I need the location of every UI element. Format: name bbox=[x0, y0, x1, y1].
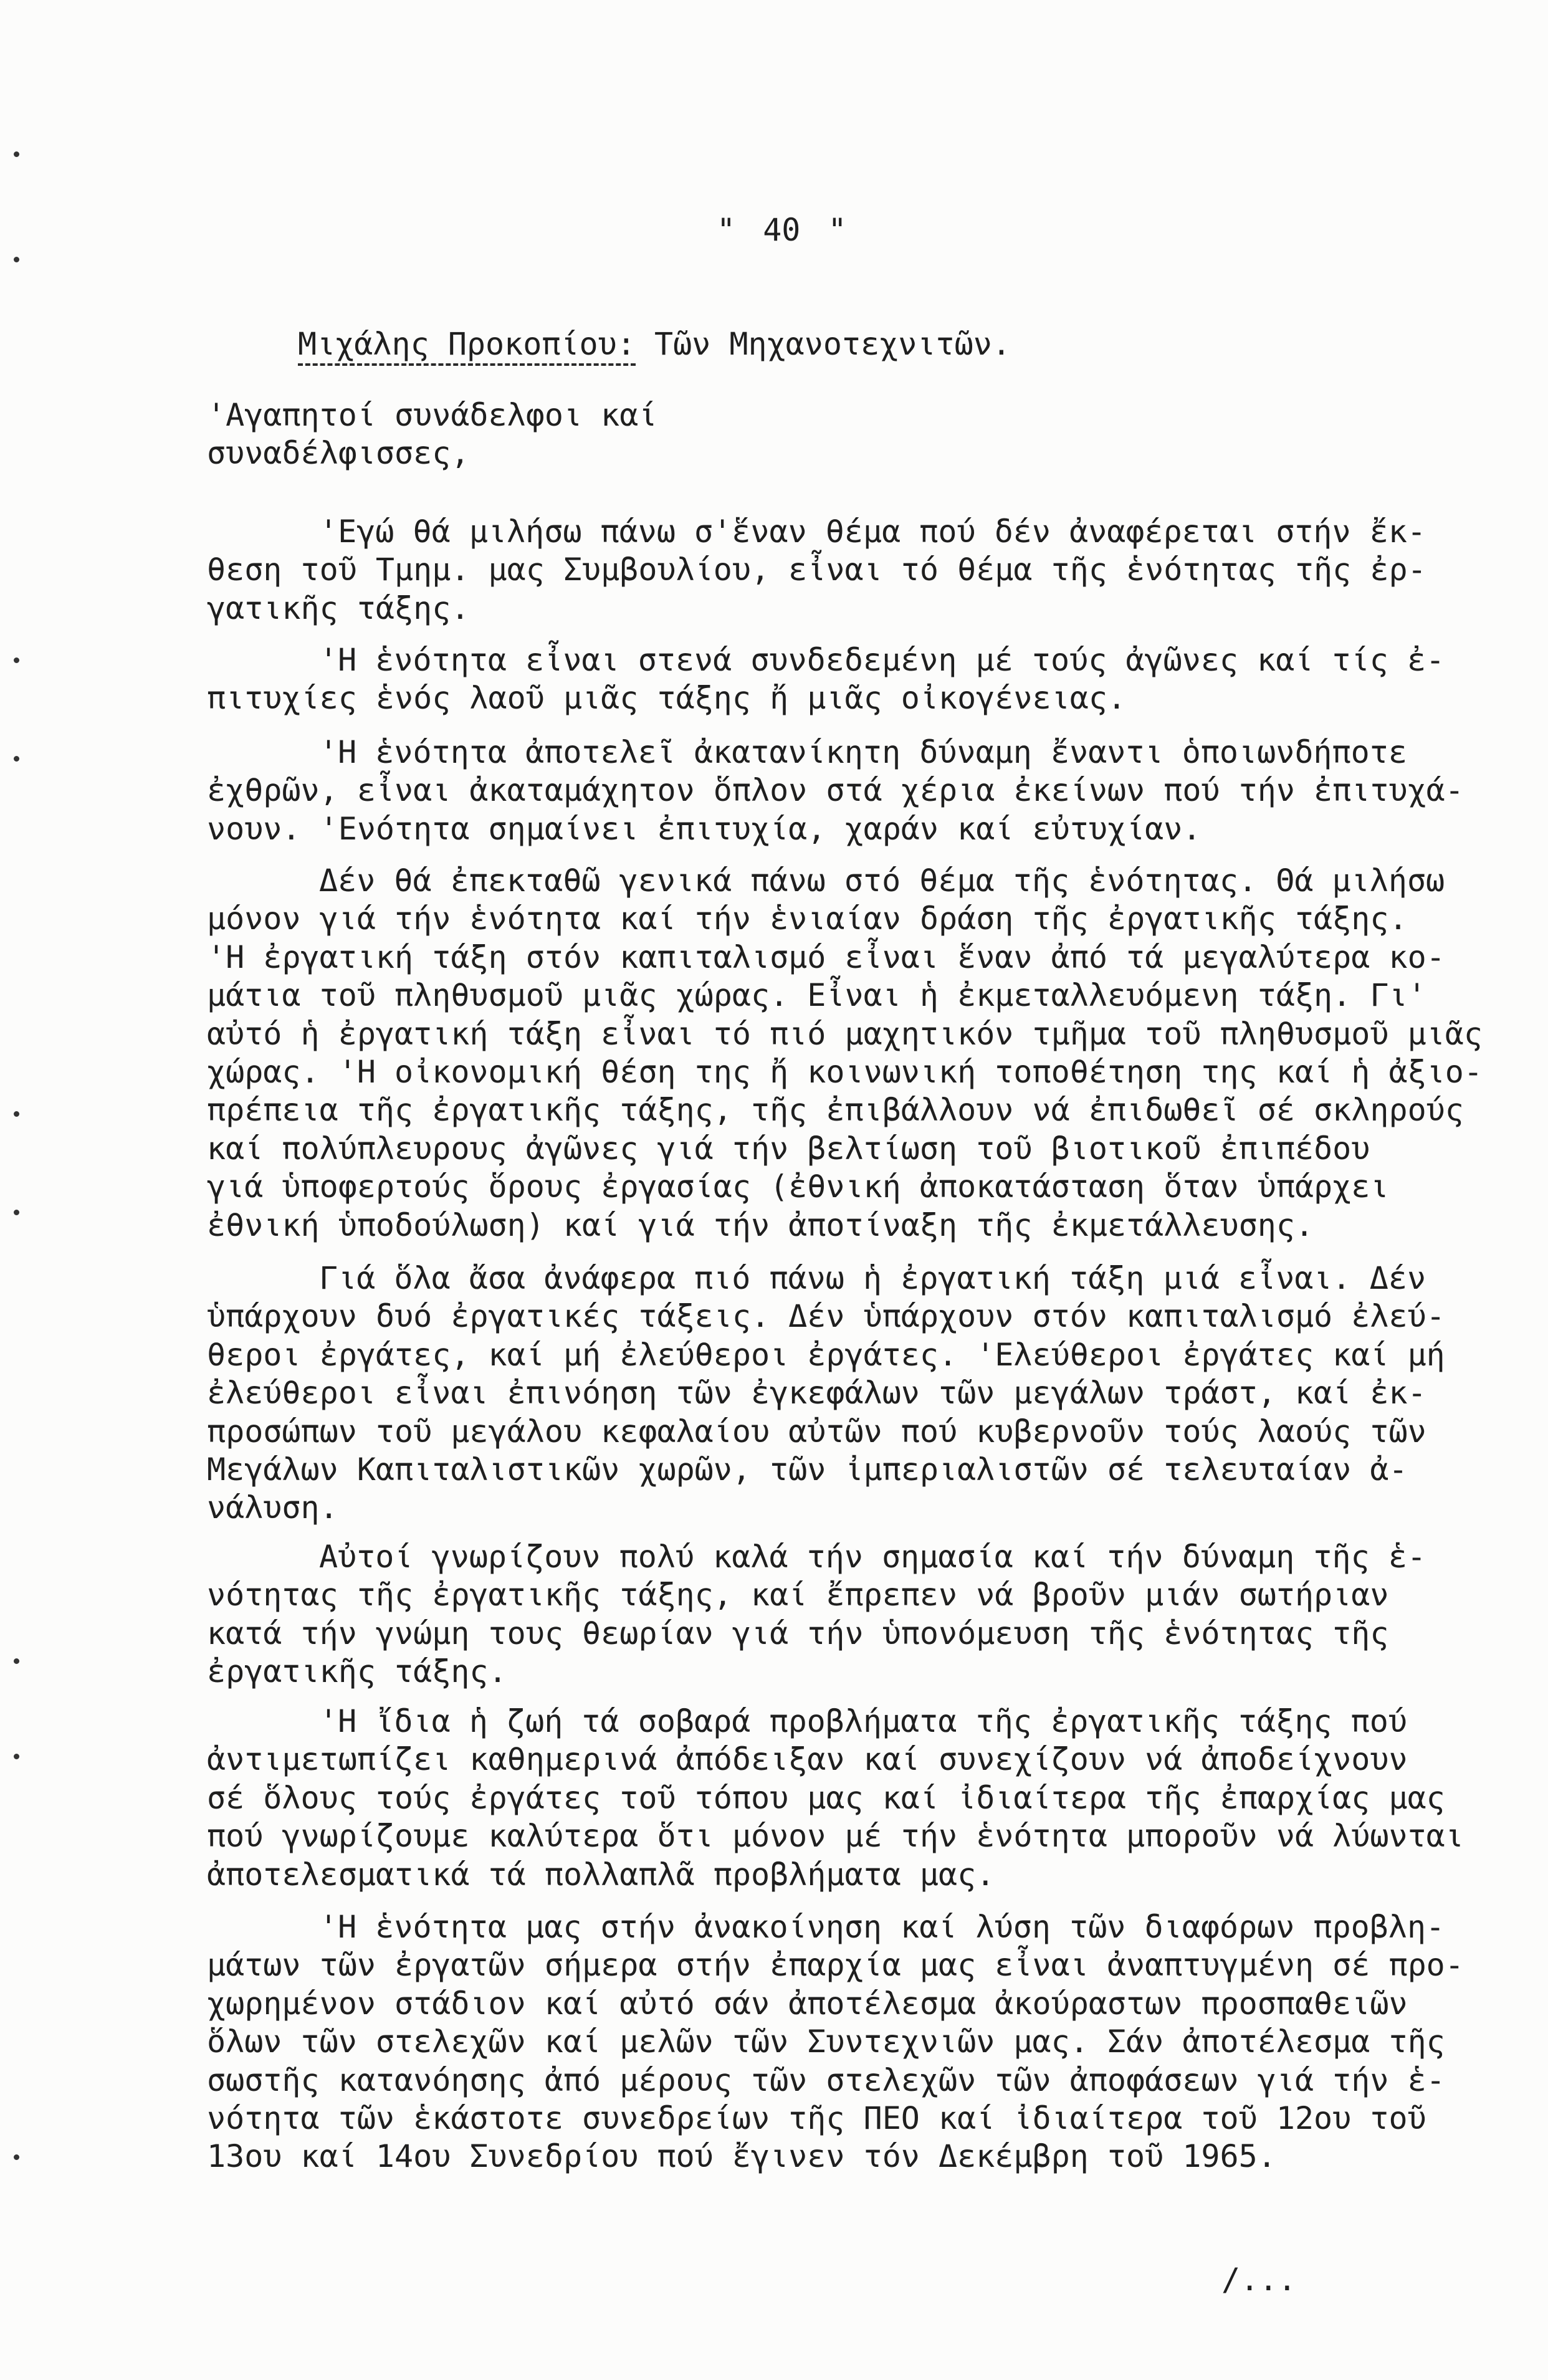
text-line: Γιά ὅλα ἄσα ἀνάφερα πιό πάνω ἡ ἐργατική τάξη μιά εἶναι. Δέν bbox=[319, 1260, 1426, 1296]
scan-speck bbox=[14, 1210, 19, 1215]
text-line: μάτων τῶν ἐργατῶν σήμερα στήν ἐπαρχία μας εἶναι ἀναπτυγμένη σέ προ- bbox=[207, 1947, 1464, 1984]
text-line: ἐργατικῆς τάξης. bbox=[207, 1653, 507, 1690]
text-line: μάτια τοῦ πληθυσμοῦ μιᾶς χώρας. Εἶναι ἡ ἐκμεταλλευόμενη τάξη. Γι' bbox=[207, 977, 1426, 1014]
scan-speck bbox=[14, 2154, 19, 2160]
text-line: προσώπων τοῦ μεγάλου κεφαλαίου αὐτῶν πού κυβερνοῦν τούς λαούς τῶν bbox=[207, 1413, 1426, 1450]
scan-speck bbox=[14, 257, 19, 262]
text-line: 'Η ἑνότητα εἶναι στενά συνδεδεμένη μέ τούς ἀγῶνες καί τίς ἐ- bbox=[319, 642, 1445, 678]
text-line: συναδέλφισσες, bbox=[207, 435, 470, 472]
text-line: πού γνωρίζουμε καλύτερα ὅτι μόνον μέ τήν ἑνότητα μποροῦν νά λύωνται bbox=[207, 1818, 1464, 1855]
union-name: Τῶν Μηχανοτεχνιτῶν. bbox=[654, 326, 1011, 362]
text-line: σωστῆς κατανόησης ἀπό μέρους τῶν στελεχῶν τῶν ἀποφάσεων γιά τήν ἑ- bbox=[207, 2062, 1445, 2098]
text-line: χωρημένον στάδιον καί αὐτό σάν ἀποτέλεσμα ἀκούραστων προσπαθειῶν bbox=[207, 1985, 1408, 2022]
speaker-name: Μιχάλης Προκοπίου: bbox=[298, 326, 636, 366]
paragraph bbox=[207, 862, 1483, 1245]
text-line: νουν. 'Ενότητα σημαίνει ἐπιτυχία, χαράν καί εὐτυχίαν. bbox=[207, 810, 1202, 847]
text-line: 13ου καί 14ου Συνεδρίου πού ἔγινεν τόν Δεκέμβρη τοῦ 1965. bbox=[207, 2138, 1276, 2175]
scan-speck bbox=[14, 1658, 19, 1664]
text-line: θεση τοῦ Τμημ. μας Συμβουλίου, εἶναι τό θέμα τῆς ἑνότητας τῆς ἐρ- bbox=[207, 552, 1426, 588]
text-line: πιτυχίες ἑνός λαοῦ μιᾶς τάξης ἤ μιᾶς οἰκογένειας. bbox=[207, 680, 1127, 717]
text-line: 'Αγαπητοί συνάδελφοι καί bbox=[207, 397, 657, 433]
text-line: σέ ὅλους τούς ἐργάτες τοῦ τόπου μας καί ἰδιαίτερα τῆς ἐπαρχίας μας bbox=[207, 1779, 1445, 1816]
text-line: 'Η ἑνότητα ἀποτελεῖ ἀκατανίκητη δύναμη ἔναντι ὁποιωνδήποτε bbox=[319, 734, 1407, 770]
paragraph bbox=[207, 1259, 1445, 1527]
scan-speck bbox=[14, 1111, 19, 1117]
text-line: θεροι ἐργάτες, καί μή ἐλεύθεροι ἐργάτες. 'Ελεύθεροι ἐργάτες καί μή bbox=[207, 1336, 1445, 1373]
text-line: καί πολύπλευρους ἀγῶνες γιά τήν βελτίωση τοῦ βιοτικοῦ ἐπιπέδου bbox=[207, 1130, 1370, 1167]
paragraph bbox=[207, 1538, 1426, 1691]
text-line: Αὐτοί γνωρίζουν πολύ καλά τήν σημασία καί τήν δύναμη τῆς ἑ- bbox=[319, 1539, 1426, 1575]
text-line: νότητας τῆς ἐργατικῆς τάξης, καί ἔπρεπεν νά βροῦν μιάν σωτήριαν bbox=[207, 1577, 1389, 1613]
text-line: 'Η ἑνότητα μας στήν ἀνακοίνηση καί λύση τῶν διαφόρων προβλη- bbox=[319, 1909, 1445, 1945]
paragraph bbox=[207, 641, 1445, 718]
text-line: ἀποτελεσματικά τά πολλαπλᾶ προβλήματα μας. bbox=[207, 1856, 995, 1893]
text-line: ἐχθρῶν, εἶναι ἀκαταμάχητον ὅπλον στά χέρια ἐκείνων πού τήν ἐπιτυχά- bbox=[207, 772, 1464, 809]
text-line: αὐτό ἡ ἐργατική τάξη εἶναι τό πιό μαχητικόν τμῆμα τοῦ πληθυσμοῦ μιᾶς bbox=[207, 1015, 1483, 1052]
text-line: 'Η ἐργατική τάξη στόν καπιταλισμό εἶναι ἕναν ἀπό τά μεγαλύτερα κο- bbox=[207, 939, 1445, 975]
text-line: νότητα τῶν ἑκάστοτε συνεδρείων τῆς ΠΕΟ καί ἰδιαίτερα τοῦ 12ου τοῦ bbox=[207, 2100, 1426, 2136]
scan-speck bbox=[14, 657, 19, 663]
paragraph bbox=[207, 734, 1464, 848]
text-line: γιά ὑποφερτούς ὅρους ἐργασίας (ἐθνική ἀποκατάσταση ὅταν ὑπάρχει bbox=[207, 1168, 1389, 1205]
salutation bbox=[207, 396, 657, 473]
paragraph bbox=[207, 1703, 1464, 1894]
text-line: ἀντιμετωπίζει καθημερινά ἀπόδειξαν καί συνεχίζουν νά ἀποδείχνουν bbox=[207, 1741, 1408, 1778]
continuation-mark: /... bbox=[1221, 2262, 1297, 2298]
page-number: " 40 " bbox=[717, 212, 847, 248]
text-line: γατικῆς τάξης. bbox=[207, 590, 470, 626]
scan-speck bbox=[14, 1754, 19, 1759]
text-line: ἐθνική ὑποδούλωση) καί γιά τήν ἀποτίναξη τῆς ἐκμετάλλευσης. bbox=[207, 1207, 1314, 1243]
text-line: Δέν θά ἐπεκταθῶ γενικά πάνω στό θέμα τῆς ἑνότητας. Θά μιλήσω bbox=[319, 863, 1445, 899]
scan-speck bbox=[14, 756, 19, 762]
text-line: ὑπάρχουν δυό ἐργατικές τάξεις. Δέν ὑπάρχουν στόν καπιταλισμό ἐλεύ- bbox=[207, 1298, 1445, 1335]
text-line: 'Η ἴδια ἡ ζωή τά σοβαρά προβλήματα τῆς ἐργατικῆς τάξης πού bbox=[319, 1703, 1407, 1739]
text-line: πρέπεια τῆς ἐργατικῆς τάξης, τῆς ἐπιβάλλουν νά ἐπιδωθεῖ σέ σκληρούς bbox=[207, 1092, 1464, 1129]
text-line: ἐλεύθεροι εἶναι ἐπινόηση τῶν ἐγκεφάλων τῶν μεγάλων τράστ, καί ἐκ- bbox=[207, 1375, 1426, 1412]
text-line: κατά τήν γνώμη τους θεωρίαν γιά τήν ὑπονόμευση τῆς ἑνότητας τῆς bbox=[207, 1615, 1389, 1651]
speaker-heading bbox=[298, 325, 1011, 363]
text-line: 'Εγώ θά μιλήσω πάνω σ'ἕναν θέμα πού δέν ἀναφέρεται στήν ἔκ- bbox=[319, 514, 1426, 550]
text-line: ὅλων τῶν στελεχῶν καί μελῶν τῶν Συντεχνιῶν μας. Σάν ἀποτέλεσμα τῆς bbox=[207, 2024, 1445, 2060]
text-line: μόνον γιά τήν ἑνότητα καί τήν ἑνιαίαν δράση τῆς ἐργατικῆς τάξης. bbox=[207, 901, 1408, 937]
text-line: Μεγάλων Καπιταλιστικῶν χωρῶν, τῶν ἰμπεριαλιστῶν σέ τελευταίαν ἀ- bbox=[207, 1451, 1408, 1488]
text-line: νάλυση. bbox=[207, 1489, 338, 1526]
paragraph bbox=[207, 513, 1426, 628]
paragraph bbox=[207, 1908, 1464, 2176]
scan-speck bbox=[14, 151, 19, 157]
text-line: χώρας. 'Η οἰκονομική θέση της ἤ κοινωνική τοποθέτηση της καί ἡ ἀξιο- bbox=[207, 1053, 1483, 1090]
